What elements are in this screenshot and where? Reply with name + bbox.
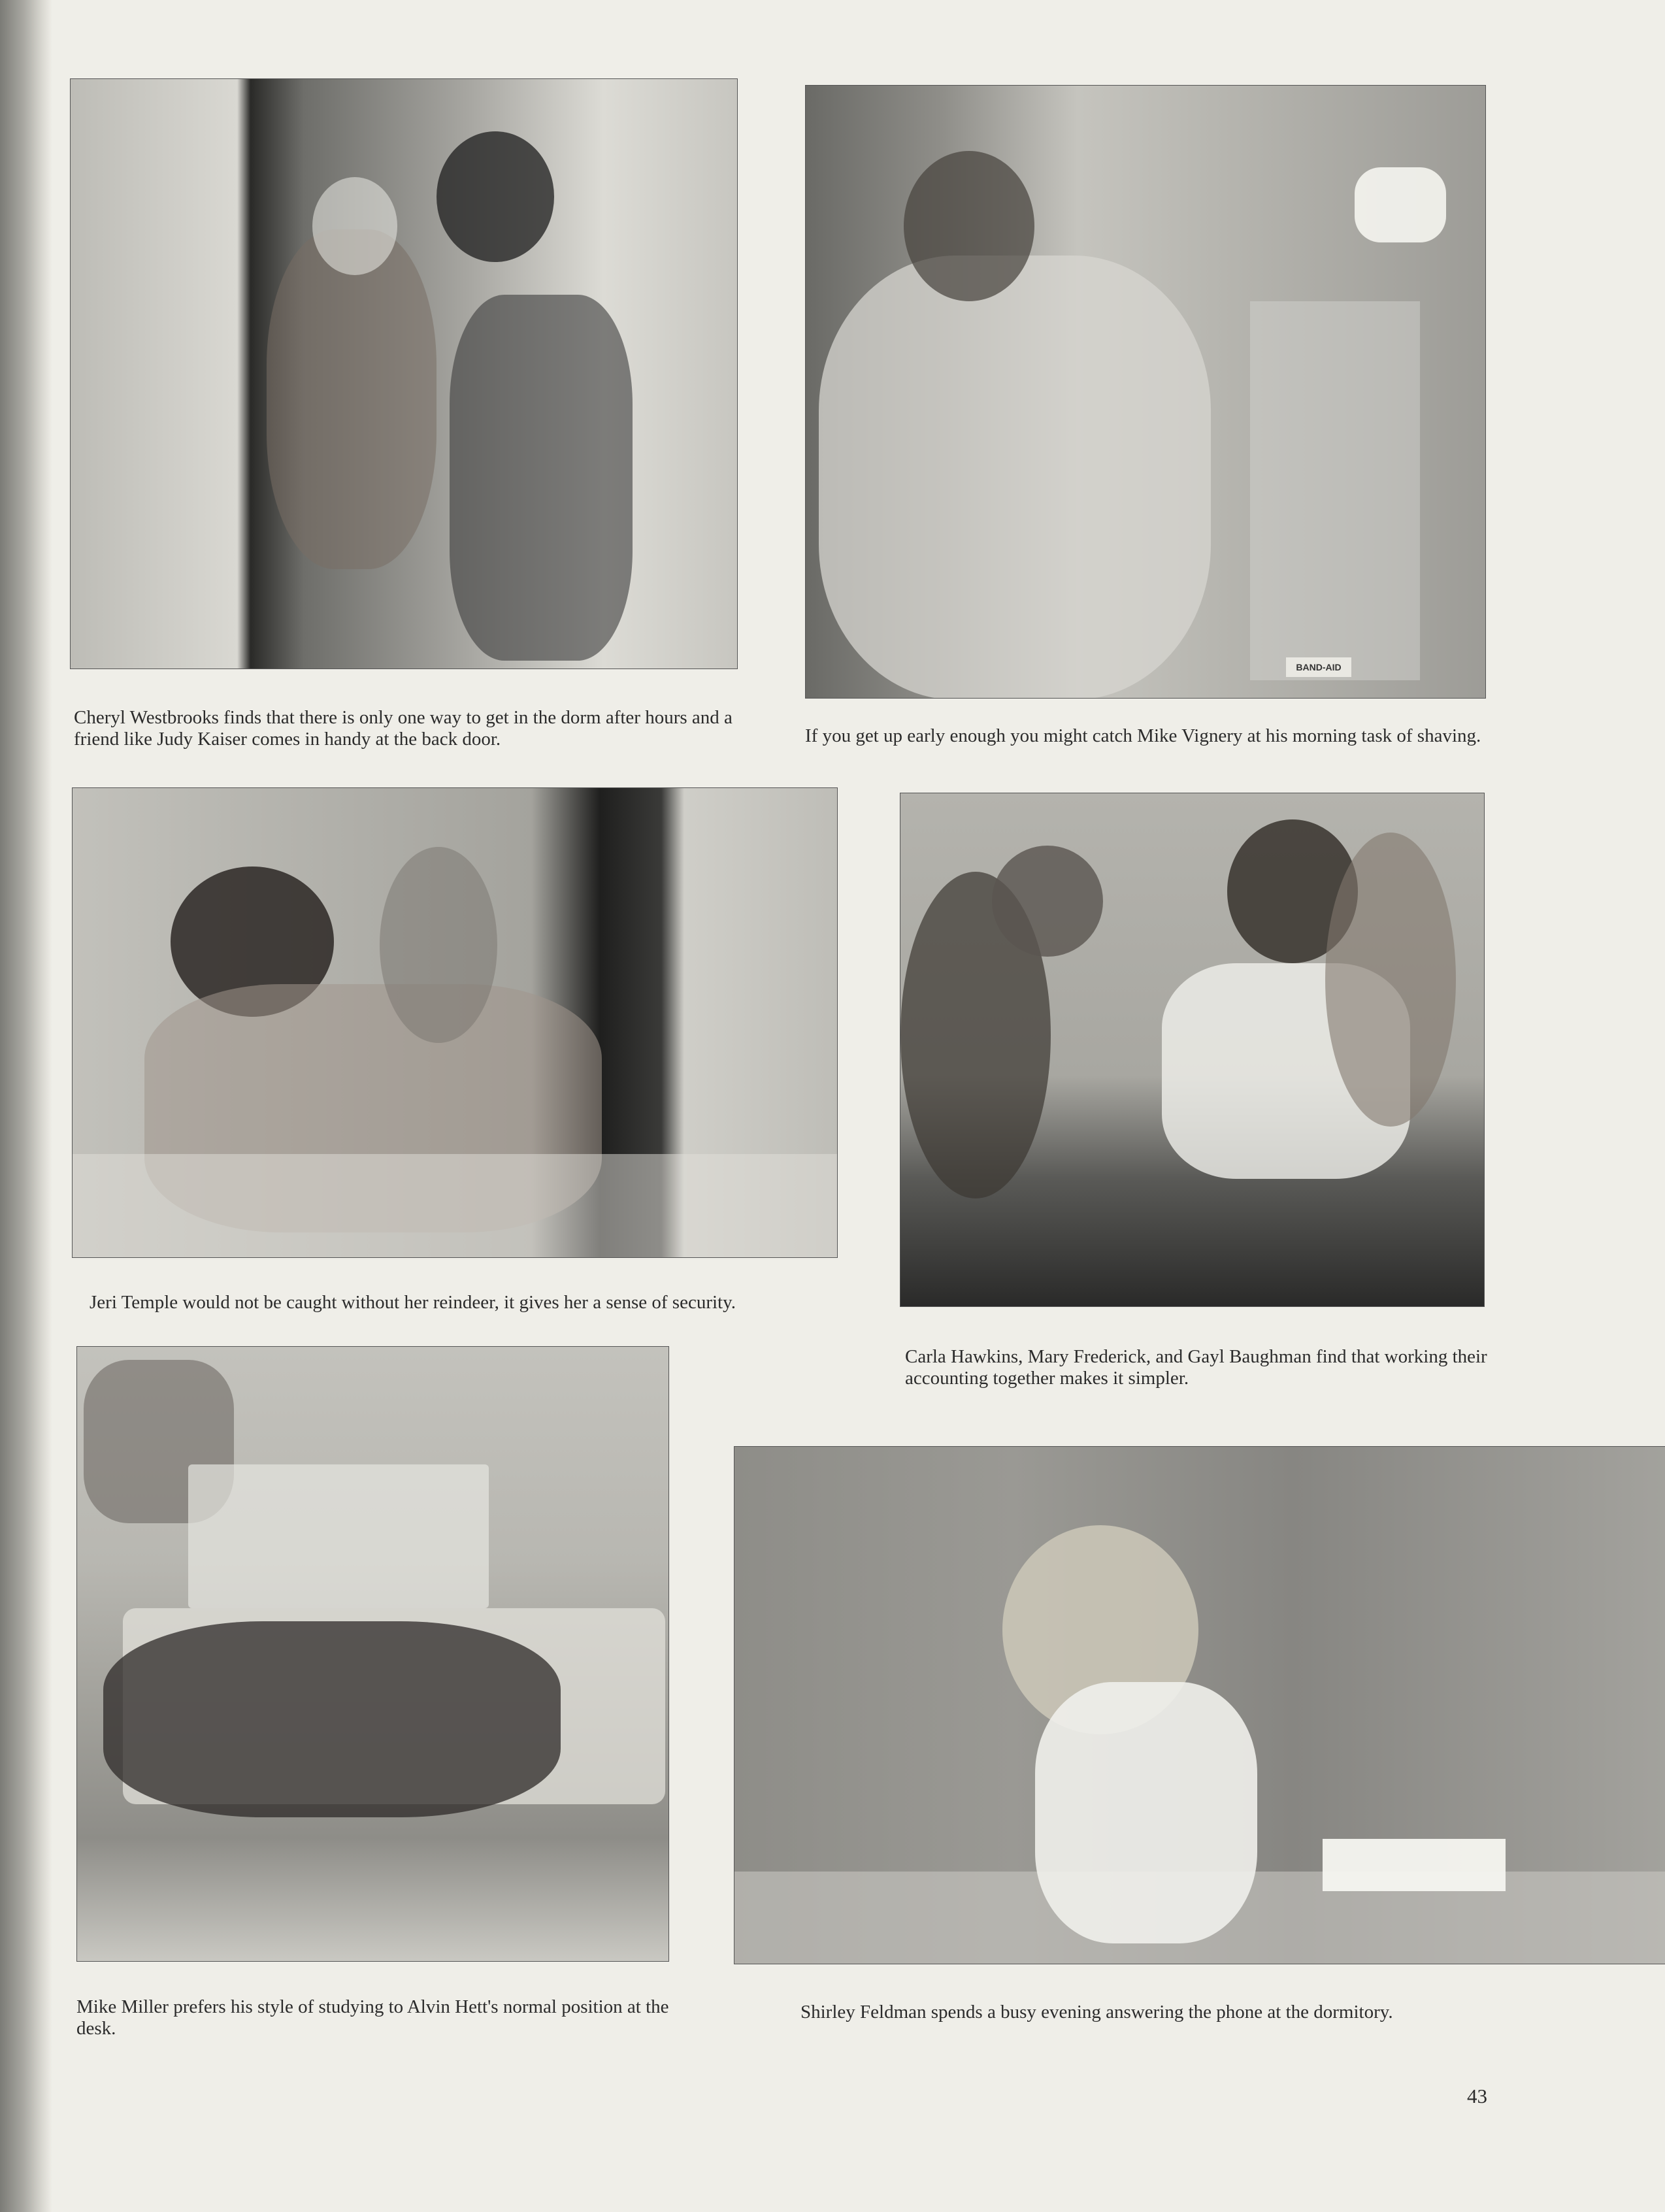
photo-studying-bed [76, 1346, 669, 1962]
caption-studying-bed: Mike Miller prefers his style of studying to Alvin Hett's normal position at the desk. [76, 1996, 669, 2039]
caption-shaving: If you get up early enough you might catch Mike Vignery at his morning task of shaving. [805, 725, 1481, 746]
page-number: 43 [1467, 2085, 1487, 2107]
photo-accounting-group [900, 793, 1485, 1307]
caption-dorm-back-door: Cheryl Westbrooks finds that there is only one way to get in the dorm after hours and a friend like Judy Kaiser comes in handy at the back door. [74, 707, 733, 750]
photo-phone-dormitory [734, 1446, 1665, 1964]
photo-shaving [805, 85, 1486, 699]
caption-reindeer: Jeri Temple would not be caught without her reindeer, it gives her a sense of security. [90, 1292, 736, 1313]
band-aid-box-label: BAND-AID [1286, 657, 1351, 677]
photo-dorm-back-door [70, 78, 738, 669]
caption-accounting-group: Carla Hawkins, Mary Frederick, and Gayl Baughman find that working their accounting together makes it simpler. [905, 1346, 1487, 1389]
caption-phone-dormitory: Shirley Feldman spends a busy evening answering the phone at the dormitory. [800, 2002, 1393, 2022]
photo-reindeer [72, 787, 838, 1258]
book-spine-shadow [0, 0, 52, 2212]
